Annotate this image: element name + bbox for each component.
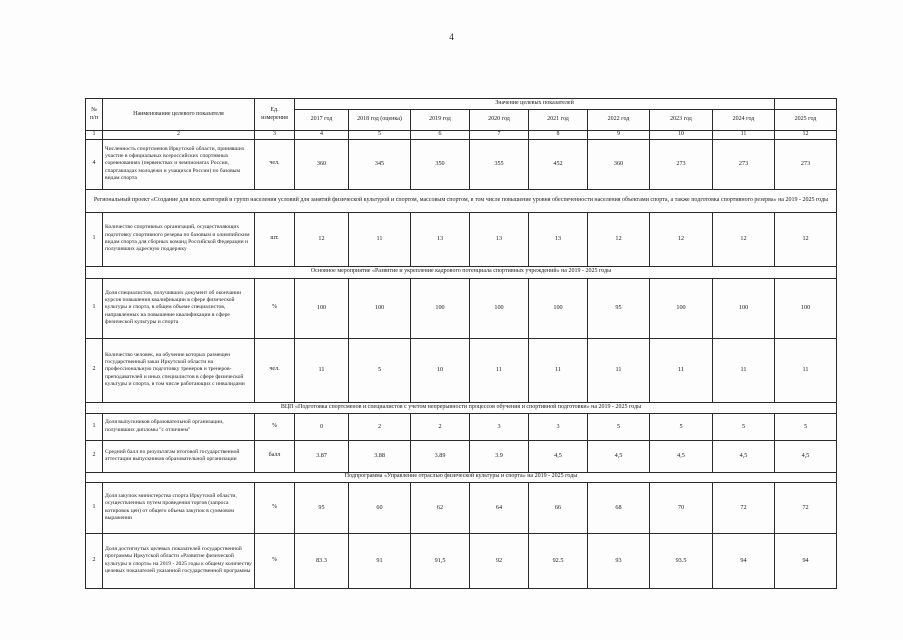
indicator-value: 66	[529, 482, 588, 533]
indicator-name: Количество спортивных организаций, осуществляющих подготовку спортивного резерва по базовым и олимпийским видам спорта для сборных команд Российской Федерации и получивших адресную поддержку	[103, 212, 255, 266]
indicator-value: 4,5	[529, 440, 588, 472]
header-no: № п/п	[86, 99, 103, 131]
indicator-value: 100	[470, 278, 529, 338]
indicator-value: 12	[588, 212, 650, 266]
table-row	[86, 533, 837, 588]
row-number: 1	[86, 482, 103, 533]
header-year: 2020 год	[470, 110, 529, 131]
unit: шт.	[255, 212, 295, 266]
section-title: ВЦП «Подготовка спортсменов и специалистов с учетом непрерывности процессов обучения и спортивной подготовки» на 2019 - 2025 годы	[86, 402, 837, 413]
indicator-name: Доля выпускников образовательной организации, получивших дипломы "с отличием"	[103, 413, 255, 440]
indicator-value: 355	[470, 139, 529, 189]
indicator-value: 4,5	[588, 440, 650, 472]
indicator-value: 72	[713, 482, 775, 533]
indicator-value: 5	[775, 413, 837, 440]
header-year: 2017 год	[295, 110, 349, 131]
section-row	[86, 472, 837, 482]
indicator-value: 12	[713, 212, 775, 266]
row-number: 1	[86, 212, 103, 266]
indicator-value: 64	[470, 482, 529, 533]
indicator-value: 452	[529, 139, 588, 189]
indicator-value: 11	[588, 338, 650, 402]
indicator-value: 100	[775, 278, 837, 338]
table-row	[86, 338, 837, 402]
indicator-value: 100	[650, 278, 713, 338]
indicator-value: 11	[470, 338, 529, 402]
indicator-value: 4,5	[713, 440, 775, 472]
indicator-value: 273	[650, 139, 713, 189]
indicator-value: 3	[470, 413, 529, 440]
indicator-value: 11	[713, 338, 775, 402]
header-year: 2021 год	[529, 110, 588, 131]
indicator-value: 350	[411, 139, 470, 189]
indicator-value: 11	[650, 338, 713, 402]
table-row	[86, 413, 837, 440]
row-number: 1	[86, 278, 103, 338]
indicator-name: Средний балл по результатам итоговой государственной аттестации выпускников образовательной организации	[103, 440, 255, 472]
indicator-value: 93.5	[650, 533, 713, 588]
table-row	[86, 482, 837, 533]
indicator-value: 13	[470, 212, 529, 266]
indicator-value: 100	[349, 278, 411, 338]
indicator-value: 360	[588, 139, 650, 189]
row-number: 2	[86, 440, 103, 472]
indicator-value: 62	[411, 482, 470, 533]
indicator-value: 94	[713, 533, 775, 588]
indicator-value: 10	[411, 338, 470, 402]
indicator-value: 2	[349, 413, 411, 440]
indicator-value: 273	[775, 139, 837, 189]
column-number: 7	[470, 131, 529, 140]
table-row	[86, 440, 837, 472]
indicator-name: Доля закупок министерства спорта Иркутской области, осуществленных путем проведения торгов (запроса котировок цен) от общего объема закупок в суммовом выражении	[103, 482, 255, 533]
column-number: 12	[775, 131, 837, 140]
indicator-value: 11	[349, 212, 411, 266]
indicator-value: 11	[295, 338, 349, 402]
indicator-value: 345	[349, 139, 411, 189]
indicator-value: 95	[588, 278, 650, 338]
indicator-value: 100	[529, 278, 588, 338]
section-title: Основное мероприятие «Развитие и укрепление кадрового потенциала спортивных учреждений» на 2019 - 2025 годы	[86, 266, 837, 278]
indicator-value: 100	[295, 278, 349, 338]
column-number: 6	[411, 131, 470, 140]
indicator-value: 2	[411, 413, 470, 440]
indicator-value: 11	[529, 338, 588, 402]
indicator-value: 92.5	[529, 533, 588, 588]
indicator-name: Доля специалистов, получивших документ об окончании курсов повышения квалификации в сфере физической культуры и спорта, в общем объеме специалистов, направленных на повышение квалификации в сфере физической культуры и спорта	[103, 278, 255, 338]
indicator-value: 3.9	[470, 440, 529, 472]
header-year: 2022 год	[588, 110, 650, 131]
column-number: 10	[650, 131, 713, 140]
indicator-value: 12	[295, 212, 349, 266]
indicator-name: Численность спортсменов Иркутской области, принявших участие в официальных всероссийских спортивных соревнованиях (первенствах и чемпионатах России, спартакиадах молодежи и учащихся России) по базовым видам спорта	[103, 139, 255, 189]
column-number: 5	[349, 131, 411, 140]
indicator-value: 3.87	[295, 440, 349, 472]
column-number: 4	[295, 131, 349, 140]
header-year: 2018 год (оценка)	[349, 110, 411, 131]
section-title: Подпрограмма «Управление отраслью физической культуры и спорта» на 2019 - 2025 годы	[86, 472, 837, 482]
indicator-value: 100	[713, 278, 775, 338]
column-number: 2	[103, 131, 255, 140]
indicator-value: 93	[588, 533, 650, 588]
indicator-value: 91,5	[411, 533, 470, 588]
header-year: 2023 год	[650, 110, 713, 131]
row-number: 1	[86, 413, 103, 440]
indicator-value: 4,5	[775, 440, 837, 472]
header-values-group: Значение целевых показателей	[295, 99, 775, 110]
section-row	[86, 402, 837, 413]
indicator-value: 5	[713, 413, 775, 440]
indicator-value: 273	[713, 139, 775, 189]
indicator-value: 70	[650, 482, 713, 533]
indicator-value: 3.89	[411, 440, 470, 472]
indicator-value: 72	[775, 482, 837, 533]
indicator-value: 12	[775, 212, 837, 266]
unit: %	[255, 533, 295, 588]
section-row	[86, 189, 837, 212]
indicator-value: 11	[775, 338, 837, 402]
row-number: 2	[86, 533, 103, 588]
header-name: Наименование целевого показателя	[103, 99, 255, 131]
indicator-value: 83.3	[295, 533, 349, 588]
indicator-name: Доля достигнутых целевых показателей государственной программы Иркутской области «Развитие физической культуры и спорта» на 2019 - 2025 годы к общему количеству целевых показателей указанной государственной программы	[103, 533, 255, 588]
unit: %	[255, 482, 295, 533]
indicator-value: 360	[295, 139, 349, 189]
target-indicators-table	[85, 98, 837, 589]
unit: %	[255, 413, 295, 440]
indicator-value: 68	[588, 482, 650, 533]
indicator-value: 4,5	[650, 440, 713, 472]
indicator-value: 5	[588, 413, 650, 440]
header-blank	[775, 99, 837, 110]
column-number: 9	[588, 131, 650, 140]
page-number: 4	[449, 32, 454, 42]
row-number: 4	[86, 139, 103, 189]
section-title: Региональный проект «Создание для всех категорий и групп населения условий для занятий физической культурой и спортом, массовым спортом, в том числе повышение уровня обеспеченности населения объектами спорта, а также подготовка спортивного резерва» на 2019 - 2025 годы	[86, 189, 837, 212]
indicator-value: 95	[295, 482, 349, 533]
column-number: 8	[529, 131, 588, 140]
unit: чел.	[255, 139, 295, 189]
header-year: 2024 год	[713, 110, 775, 131]
section-row	[86, 266, 837, 278]
indicator-value: 94	[775, 533, 837, 588]
header-year: 2019 год	[411, 110, 470, 131]
indicator-value: 0	[295, 413, 349, 440]
indicator-value: 60	[349, 482, 411, 533]
indicator-value: 92	[470, 533, 529, 588]
column-number: 1	[86, 131, 103, 140]
row-number: 2	[86, 338, 103, 402]
indicator-value: 3	[529, 413, 588, 440]
indicator-value: 5	[349, 338, 411, 402]
indicator-value: 100	[411, 278, 470, 338]
header-year: 2025 год	[775, 110, 837, 131]
indicator-value: 13	[529, 212, 588, 266]
table-row	[86, 139, 837, 189]
indicator-value: 91	[349, 533, 411, 588]
header-unit: Ед. измерения	[255, 99, 295, 131]
indicator-name: Количество человек, на обучение которых размещен государственный заказ Иркутской области на профессиональную подготовку тренеров и тренеров-преподавателей и иных специалистов в сфере физической культуры и спорта, в том числе работающих с инвалидами	[103, 338, 255, 402]
column-number: 11	[713, 131, 775, 140]
unit: чел.	[255, 338, 295, 402]
indicator-value: 3.88	[349, 440, 411, 472]
unit: балл	[255, 440, 295, 472]
table-row	[86, 278, 837, 338]
indicator-value: 13	[411, 212, 470, 266]
indicator-value: 12	[650, 212, 713, 266]
indicator-value: 5	[650, 413, 713, 440]
column-number: 3	[255, 131, 295, 140]
unit: %	[255, 278, 295, 338]
table-row	[86, 212, 837, 266]
